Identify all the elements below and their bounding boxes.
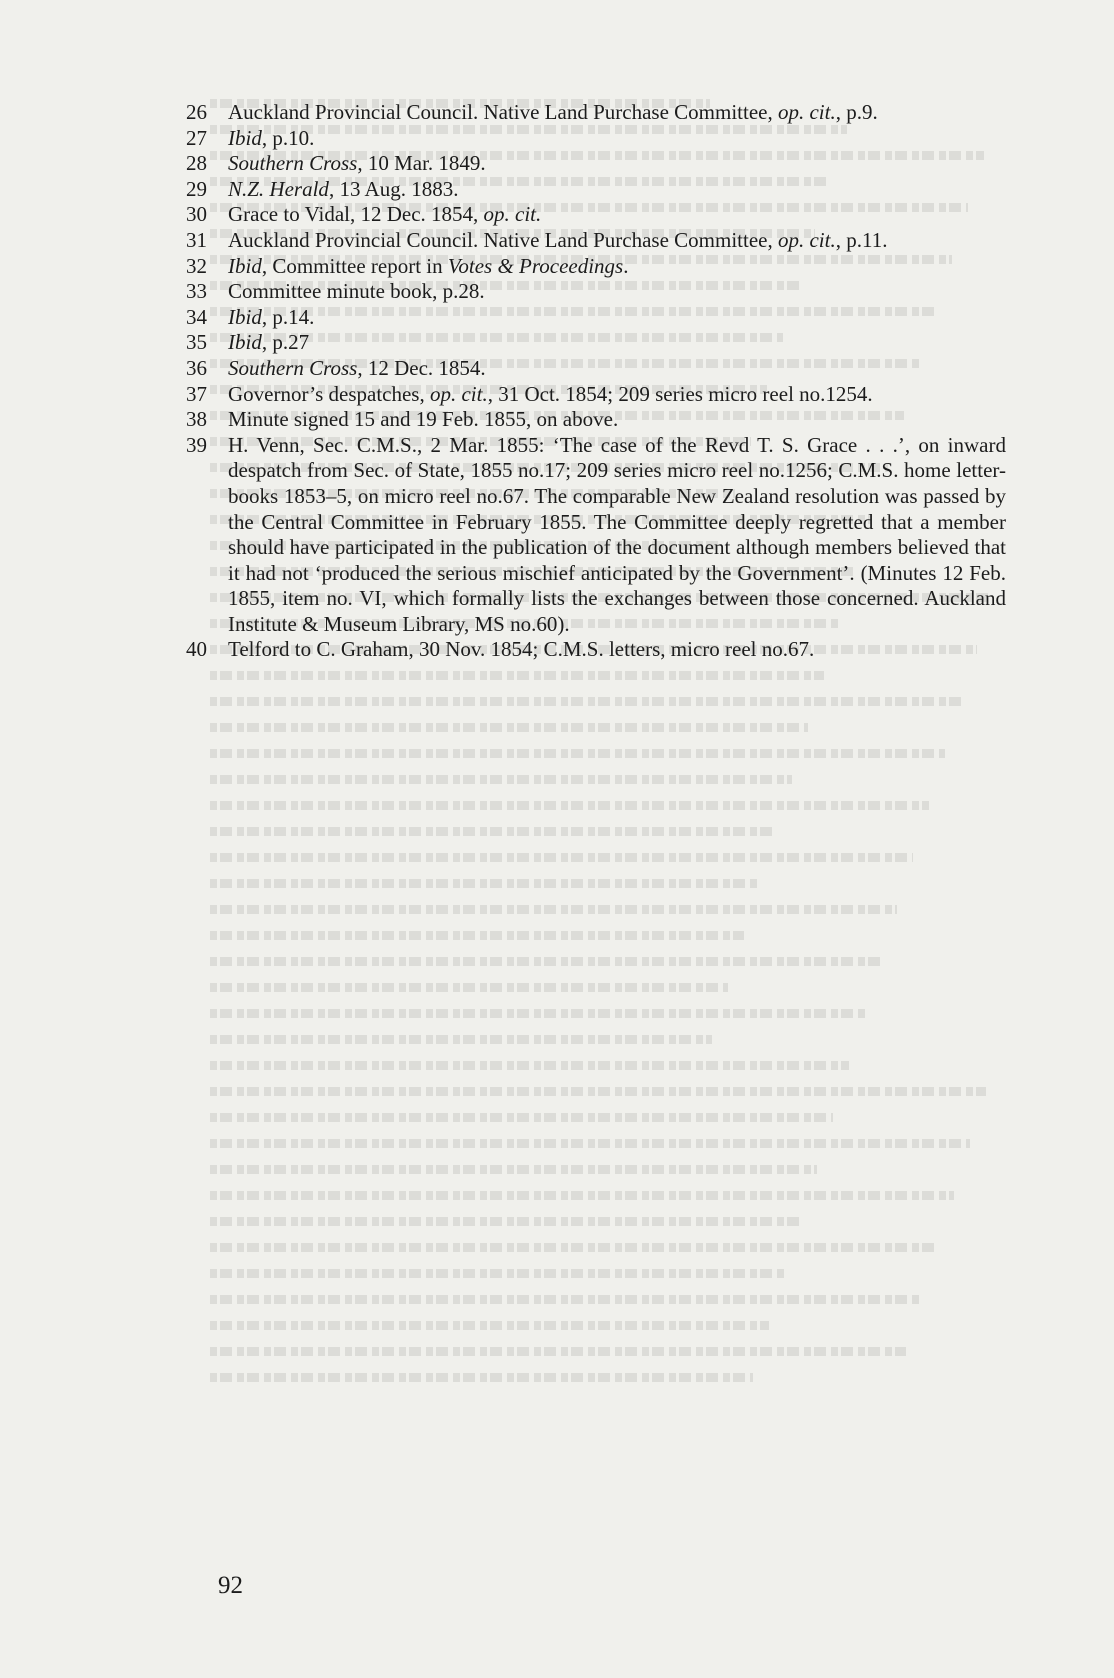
italic-text: Ibid [228, 304, 262, 329]
endnote-text [228, 228, 1006, 254]
endnote-item [186, 330, 1006, 356]
italic-text: op. cit. [429, 381, 488, 406]
endnote-text [228, 126, 1006, 152]
italic-text: Southern Cross [228, 355, 358, 380]
text-run: , 13 Aug. 1883. [328, 176, 459, 201]
endnote-number: 38 [186, 407, 207, 432]
italic-text: Ibid [228, 330, 262, 355]
endnote-item [186, 305, 1006, 331]
italic-text: op. cit. [777, 100, 836, 124]
endnote-item [186, 382, 1006, 408]
endnote-number: 31 [186, 227, 207, 252]
text-run: Grace to Vidal, 12 Dec. 1854, [228, 202, 484, 227]
endnote-text [228, 382, 1006, 408]
endnote-number: 36 [186, 355, 207, 380]
endnote-number: 26 [186, 100, 207, 124]
endnote-text [228, 305, 1006, 331]
endnote-text [228, 433, 1006, 638]
endnote-text [228, 279, 1006, 305]
text-run: H. Venn, Sec. C.M.S., 2 Mar. 1855: ‘The case of the Revd T. S. Grace . . .’, on inward despatch from Sec. of State, 1855 no.17; 209 series micro reel no.1256; C.M.S. home letter-books 1853–5, on micro reel no.67. The comparable New Zealand resolution was passed by the Central Committee in February 1855. The Committee deeply regretted that a member should have participated in the publication of the document although members believed that it had not ‘produced the serious mischief anticipated by the Government’. (Minutes 12 Feb. 1855, item no. VI, which formally lists the exchanges between those concerned. Auckland Institute & Museum Library, MS no.60). [228, 432, 1006, 636]
text-run: Telford to C. Graham, 30 Nov. 1854; C.M.S. letters, micro reel no.67. [228, 637, 815, 662]
text-run: , p.27 [261, 330, 310, 355]
endnote-text [228, 100, 1006, 126]
text-run: , p.14. [261, 304, 315, 329]
endnote-number: 29 [186, 176, 207, 201]
text-run: Committee minute book, p.28. [228, 279, 485, 304]
endnote-number: 30 [186, 202, 207, 227]
endnote-text [228, 637, 1006, 663]
italic-text: op. cit. [483, 202, 542, 227]
text-run: Governor’s despatches, [228, 381, 430, 406]
endnote-item [186, 177, 1006, 203]
italic-text: N.Z. Herald [228, 176, 329, 201]
text-run: , 31 Oct. 1854; 209 series micro reel no.1254. [487, 381, 873, 406]
italic-text: Votes & Proceedings [447, 253, 624, 278]
italic-text: Ibid [228, 253, 262, 278]
endnote-item [186, 356, 1006, 382]
endnote-number: 35 [186, 330, 207, 355]
endnote-text [228, 151, 1006, 177]
text-run: Minute signed 15 and 19 Feb. 1855, on above. [228, 407, 619, 432]
endnote-item [186, 100, 1006, 126]
endnote-text [228, 177, 1006, 203]
endnote-item [186, 126, 1006, 152]
endnote-item [186, 228, 1006, 254]
endnote-item [186, 202, 1006, 228]
text-run: Auckland Provincial Council. Native Land Purchase Committee, [228, 227, 778, 252]
endnote-number: 39 [186, 432, 207, 457]
endnote-text [228, 356, 1006, 382]
endnote-text [228, 407, 1006, 433]
endnote-text [228, 254, 1006, 280]
text-run: , p.9. [835, 100, 878, 124]
endnote-number: 37 [186, 381, 207, 406]
endnote-item [186, 254, 1006, 280]
text-run: Auckland Provincial Council. Native Land Purchase Committee, [228, 100, 778, 124]
text-run: . [623, 253, 629, 278]
text-run: , 10 Mar. 1849. [357, 151, 486, 176]
endnote-number: 28 [186, 151, 207, 176]
endnote-number: 27 [186, 125, 207, 150]
endnote-item [186, 407, 1006, 433]
endnote-number: 34 [186, 304, 207, 329]
text-run: , Committee report in [261, 253, 448, 278]
italic-text: Ibid [228, 125, 262, 150]
endnote-number: 33 [186, 279, 207, 304]
text-run: , 12 Dec. 1854. [357, 355, 486, 380]
endnotes-list [186, 100, 1006, 663]
italic-text: op. cit. [777, 227, 836, 252]
endnote-item [186, 279, 1006, 305]
endnote-item [186, 433, 1006, 638]
endnote-item [186, 151, 1006, 177]
endnote-number: 40 [186, 637, 207, 662]
text-run: , p.10. [261, 125, 315, 150]
endnote-number: 32 [186, 253, 207, 278]
endnote-text [228, 330, 1006, 356]
endnote-item [186, 637, 1006, 663]
italic-text: Southern Cross [228, 151, 358, 176]
text-run: , p.11. [835, 227, 888, 252]
page-number: 92 [218, 1572, 243, 1599]
endnote-text [228, 202, 1006, 228]
